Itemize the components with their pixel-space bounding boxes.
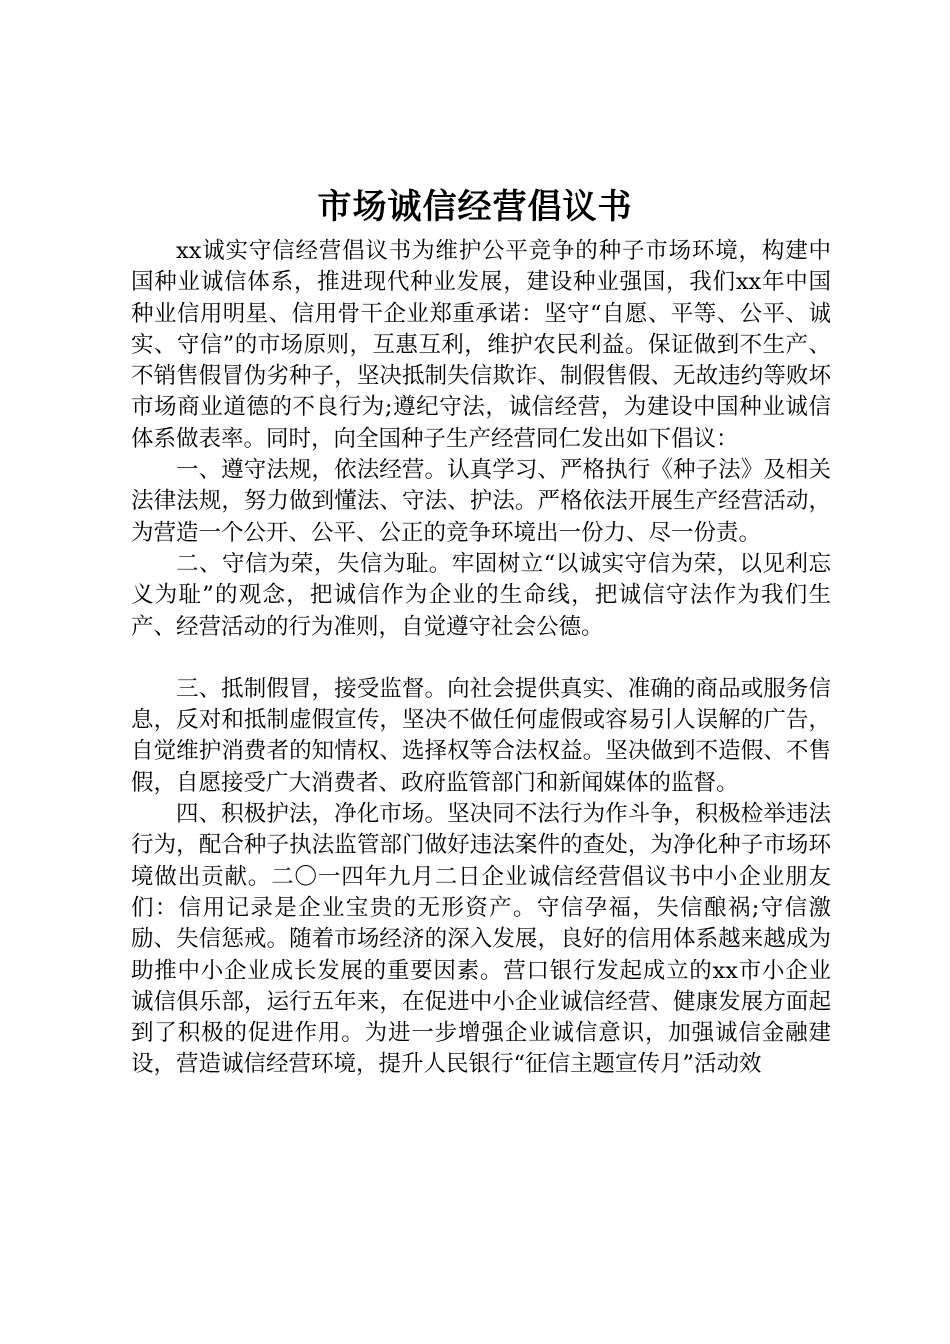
paragraph-point-2: 二、守信为荣，失信为耻。牢固树立“以诚实守信为荣，以见利忘义为耻”的观念，把诚信作为企业的生命线，把诚信守法作为我们生产、经营活动的行为准则，自觉遵守社会公德。 (131, 550, 831, 640)
paragraph-point-1: 一、遵守法规，依法经营。认真学习、严格执行《种子法》及相关法律法规，努力做到懂法、守法、护法。严格依法开展生产经营活动，为营造一个公开、公平、公正的竞争环境出一份力、尽一份责。 (131, 457, 831, 546)
document-title: 市场诚信经营倡议书 (317, 187, 633, 227)
paragraph-point-3: 三、抵制假冒，接受监督。向社会提供真实、准确的商品或服务信息，反对和抵制虚假宣传，坚决不做任何虚假或容易引人误解的广告，自觉维护消费者的知情权、选择权等合法权益。坚决做到不造假、不售假，自愿接受广大消费者、政府监管部门和新闻媒体的监督。 (131, 675, 831, 796)
document-body (131, 236, 831, 1081)
paragraph-point-4: 四、积极护法，净化市场。坚决同不法行为作斗争，积极检举违法行为，配合种子执法监管部门做好违法案件的查处，为净化种子市场环境做出贡献。二〇一四年九月二日企业诚信经营倡议书中小企业朋友们：信用记录是企业宝贵的无形资产。守信孕福，失信酿祸;守信激励、失信惩戒。随着市场经济的深入发展，良好的信用体系越来越成为助推中小企业成长发展的重要因素。营口银行发起成立的xx市小企业诚信俱乐部，运行五年来，在促进中小企业诚信经营、健康发展方面起到了积极的促进作用。为进一步增强企业诚信意识，加强诚信金融建设，营造诚信经营环境，提升人民银行“征信主题宣传月”活动效 (131, 801, 831, 1078)
paragraph-intro: xx诚实守信经营倡议书为维护公平竞争的种子市场环境，构建中国种业诚信体系，推进现代种业发展，建设种业强国，我们xx年中国种业信用明星、信用骨干企业郑重承诺：坚守“自愿、平等、公平、诚实、守信”的市场原则，互惠互利，维护农民利益。保证做到不生产、不销售假冒伪劣种子，坚决抵制失信欺诈、制假售假、无故违约等败坏市场商业道德的不良行为;遵纪守法，诚信经营，为建设中国种业诚信体系做表率。同时，向全国种子生产经营同仁发出如下倡议： (131, 238, 831, 452)
